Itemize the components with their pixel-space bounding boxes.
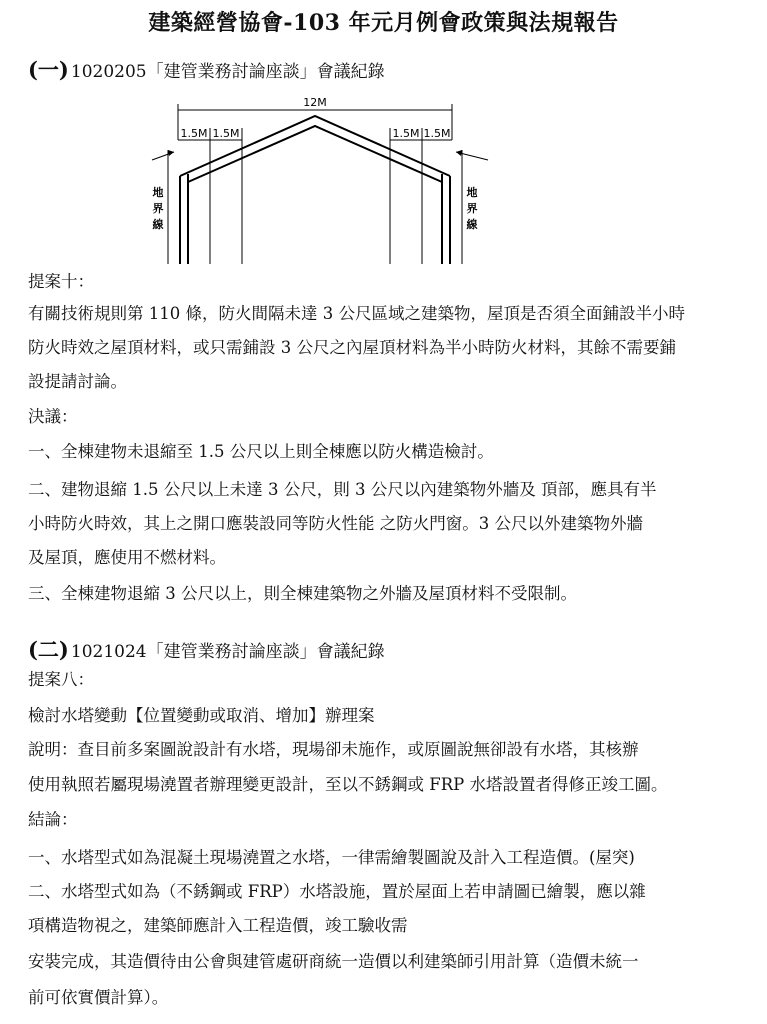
right-boundary-char-1: 地 (466, 186, 478, 199)
explanation-line-1: 說明：查目前多案圖說設計有水塔，現場卻未施作，或原圖說無卻設有水塔，其核辦 (28, 740, 639, 759)
section-2-heading (28, 634, 385, 664)
conclusion-line-3: 項構造物視之，建築師應計入工程造價，竣工驗收需 (28, 916, 408, 935)
section-2-title: 1021024「建管業務討論座談」會議紀錄 (70, 642, 385, 662)
right-dim-2: 1.5M (423, 127, 451, 140)
conclusion-line-5: 前可依實價計算）。 (28, 988, 169, 1007)
left-dim-2: 1.5M (212, 127, 240, 140)
resolution-line-2: 二、建物退縮 1.5 公尺以上未達 3 公尺，則 3 公尺以內建築物外牆及 頂部，應具有半 (28, 480, 657, 499)
resolution-line-5: 三、全棟建物退縮 3 公尺以上，則全棟建築物之外牆及屋頂材料不受限制。 (28, 584, 577, 603)
conclusion-label: 結論： (28, 810, 78, 829)
resolution-line-1: 一、全棟建物未退縮至 1.5 公尺以上則全棟應以防火構造檢討。 (28, 442, 494, 461)
width-label: 12M (303, 96, 327, 109)
right-dim-1: 1.5M (392, 127, 420, 140)
left-dim-1: 1.5M (180, 127, 208, 140)
right-boundary-char-2: 界 (466, 202, 478, 215)
left-boundary-char-3: 線 (152, 218, 164, 231)
question-line-1: 有關技術規則第 110 條，防火間隔未達 3 公尺區域之建築物，屋頂是否須全面鋪設半小時 (28, 304, 685, 323)
resolution-line-4: 及屋頂，應使用不燃材料。 (28, 548, 226, 567)
left-boundary-char-2: 界 (152, 202, 164, 215)
conclusion-line-4: 安裝完成，其造價待由公會與建管處研商統一造價以利建築師引用計算（造價未統一 (28, 952, 639, 971)
subject-line: 檢討水塔變動【位置變動或取消、增加】辦理案 (28, 706, 375, 725)
right-boundary-char-3: 線 (466, 218, 478, 231)
resolution-label: 決議： (28, 407, 78, 426)
conclusion-line-1: 一、水塔型式如為混凝土現場澆置之水塔，一律需繪製圖說及計入工程造價。(屋突) (28, 848, 635, 867)
page-title: 建築經營協會-103 年元月例會政策與法規報告 (148, 10, 619, 36)
section-1-number: (一) (28, 57, 69, 82)
resolution-line-3: 小時防火時效，其上之開口應裝設同等防火性能 之防火門窗。3 公尺以外建築物外牆 (28, 514, 643, 533)
proposal-10-label: 提案十： (28, 272, 94, 291)
section-1-title: 1020205「建管業務討論座談」會議紀錄 (70, 62, 385, 82)
setback-section-drawing (140, 92, 500, 274)
left-boundary-char-1: 地 (152, 186, 164, 199)
setback-roof-diagram (140, 92, 500, 274)
proposal-8-label: 提案八： (28, 670, 94, 689)
section-2-number: (二) (28, 637, 69, 662)
section-1-heading (28, 54, 385, 84)
conclusion-line-2: 二、水塔型式如為（不銹鋼或 FRP）水塔設施，置於屋面上若申請圖已繪製，應以雜 (28, 882, 646, 901)
explanation-line-2: 使用執照若屬現場澆置者辦理變更設計，至以不銹鋼或 FRP 水塔設置者得修正竣工圖。 (28, 775, 668, 794)
question-line-2: 防火時效之屋頂材料，或只需鋪設 3 公尺之內屋頂材料為半小時防火材料，其餘不需要鋪 (28, 338, 676, 357)
question-line-3: 設提請討論。 (28, 372, 127, 391)
